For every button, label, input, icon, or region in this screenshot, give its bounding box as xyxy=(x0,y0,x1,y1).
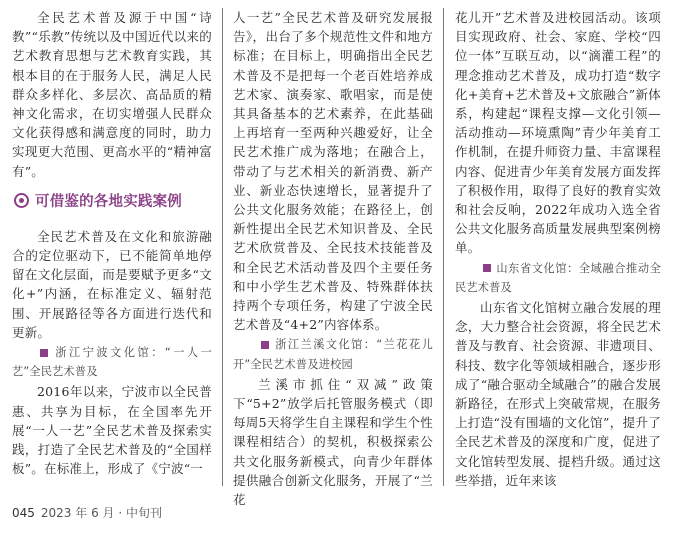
bullet-circle-icon xyxy=(14,193,29,208)
paragraph: 人一艺”全民艺术普及研究发展报告》，出台了多个规范性文件和地方标准；在目标上，明确指出全民艺术普及不是把每一个老百姓培养成艺术家、演奏家、歌唱家，而是使其具备基本的艺术素养，在此基础上再培育一至两种兴趣爱好，让全民艺术推广成为落地；在融合上，带动了与艺术相关的新消费、新产业、新业态快速增长，显著提升了公共文化服务效能；在路径上，创新性提出全民艺术知识普及、全民艺术欣赏普及、全民技术技能普及和全民艺术活动普及四个主要任务和中小学生艺术普及、特殊群体扶持两个专项任务，构建了宁波全民艺术普及“4+2”内容体系。 xyxy=(233,10,433,333)
case-title: 山东省文化馆：全域融合推动全民艺术普及 xyxy=(455,261,661,294)
case-heading xyxy=(233,335,433,373)
paragraph: 山东省文化馆树立融合发展的理念，大力整合社会资源，将全民艺术普及与教育、社会资源、非遗项目、科技、数字化等领域相融合，逐步形成了“融合驱动全域融合”的融合发展新路径，在形式上突破常规，在服务上打造“没有围墙的文化馆”，提升了全民艺术普及的深度和广度，促进了文化馆转型发展、提档升级。通过这些举措，近年来该 xyxy=(455,300,661,488)
column-2 xyxy=(233,8,433,509)
square-bullet-icon xyxy=(261,341,269,349)
column-divider-1 xyxy=(222,8,223,486)
paragraph: 兰溪市抓住“双减”政策下“5+2”放学后托管服务模式（即每周5天将学生自主课程和学生个性课程相结合）的契机，积极探索公共文化服务新模式，向青少年群体提供融合创新文化服务，开展了“兰花 xyxy=(233,376,433,508)
section-title: 可借鉴的各地实践案例 xyxy=(35,193,182,210)
issue-label: 2023 年 6 月 · 中旬刊 xyxy=(40,506,162,520)
section-heading xyxy=(12,191,212,213)
square-bullet-icon xyxy=(483,264,491,272)
case-heading xyxy=(455,259,661,297)
paragraph: 全民艺术普及在文化和旅游融合的定位驱动下，已不能简单地停留在文化层面，而是要赋予更多“文化+”内涵，在标准定义、辐射范围、开展路径等各方面进行迭代和更新。 xyxy=(12,228,212,340)
paragraph: 花儿开”艺术普及进校园活动。该项目实现政府、社会、家庭、学校“四位一体”互联互动，以“滴灌工程”的理念推动艺术普及，成功打造“数字化+美育+艺术普及+文旅融合”新体系，构建起“课程支撑—文化引领—活动推动—环境熏陶”青少年美育工作机制，在提升师资力量、丰富课程内容、促进青少年美育发展方面发挥了积极作用，取得了良好的教育实效和社会反响，2022年成功入选全省公共文化服务高质量发展典型案例榜单。 xyxy=(455,10,661,256)
page-number: 045 xyxy=(12,506,35,520)
case-title: 浙江宁波文化馆：“一人一艺”全民艺术普及 xyxy=(12,346,212,379)
square-bullet-icon xyxy=(40,349,48,357)
column-1 xyxy=(12,8,212,478)
case-title: 浙江兰溪文化馆：“兰花花儿开”全民艺术普及进校园 xyxy=(233,338,433,371)
paragraph: 全民艺术普及源于中国“诗教”“乐教”传统以及中国近代以来的艺术教育思想与艺术教育实践，其根本目的在于服务人民，满足人民群众多样化、多层次、高品质的精神文化需求，在切实增强人民群众文化获得感和满意度的同时，助力实现更大范围、更高水平的“精神富有”。 xyxy=(12,10,212,179)
page-footer xyxy=(12,504,162,521)
column-3 xyxy=(455,8,661,490)
paragraph: 2016年以来，宁波市以全民普惠、共享为目标，在全国率先开展“一人一艺”全民艺术普及探索实践，打造了全民艺术普及的“全国样板”。在标准上，形成了《宁波“一 xyxy=(12,384,212,477)
case-heading xyxy=(12,343,212,381)
column-divider-2 xyxy=(443,8,444,486)
